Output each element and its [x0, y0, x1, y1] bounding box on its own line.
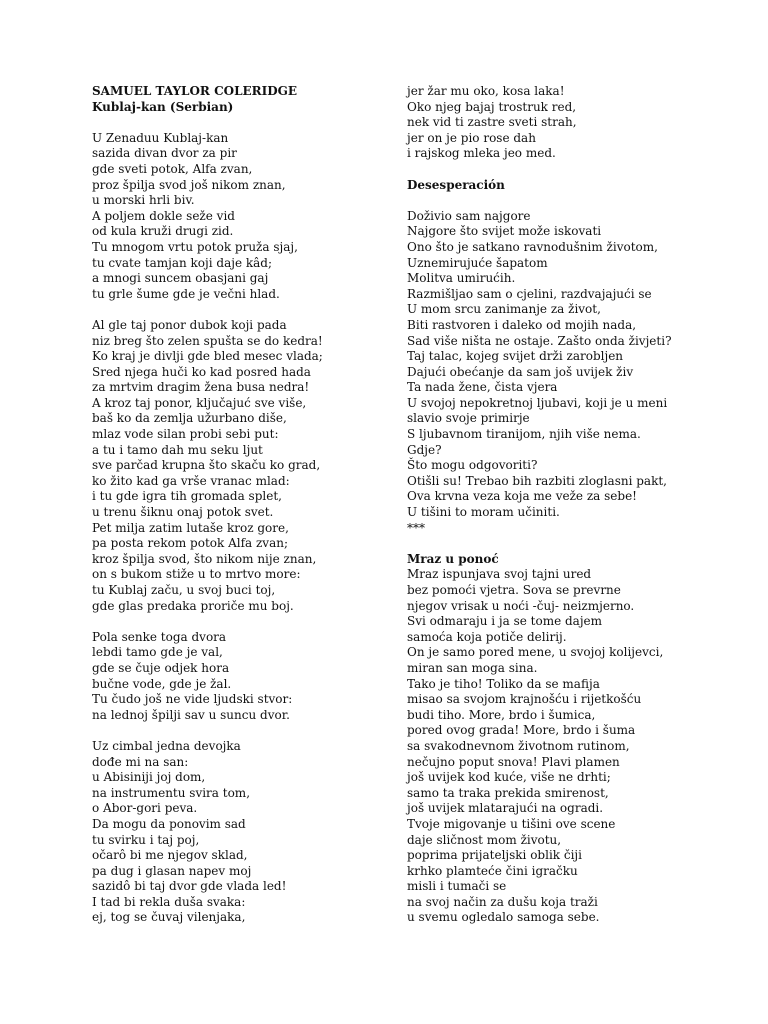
poem-line: on s bukom stiže u to mrtvo more: [92, 567, 301, 582]
poem-line: slavio svoje primirje [407, 411, 530, 426]
poem-line: pa posta rekom potok Alfa zvan; [92, 536, 289, 551]
poem-line: tu cvate tamjan koji daje kâd; [92, 255, 273, 270]
poem-line: nečujno poput snova! Plavi plamen [407, 754, 620, 769]
poem-line: sve parčad krupna što skaču ko grad, [92, 458, 321, 473]
poem-line: bez pomoći vjetra. Sova se prevrne [407, 583, 621, 597]
poem-line: u Abisiniji joj dom, [92, 770, 206, 785]
poem-line: sa svakodnevnom životnom rutinom, [407, 738, 630, 753]
poem-line: pored ovog grada! More, brdo i šuma [407, 723, 636, 738]
stanza-gap [407, 162, 707, 178]
poem-line: kroz špilja svod, što nikom nije znan, [92, 551, 317, 566]
poem-line: Al gle taj ponor dubok koji pada [92, 317, 287, 332]
poem-line: u morski hrli biv. [92, 193, 195, 208]
poem-line: dođe mi na san: [92, 754, 189, 769]
poem-line: Biti rastvoren i daleko od mojih nada, [407, 317, 637, 332]
poem-line: U Zenaduu Kublaj-kan [92, 130, 229, 145]
stanza-gap [407, 536, 707, 552]
poem-line: Svi odmaraju i ja se tome dajem [407, 614, 603, 629]
poem-line: S ljubavnom tiranijom, njih više nema. [407, 427, 641, 442]
poem-line: misli i tumači se [407, 879, 507, 894]
poem-line: a tu i tamo dah mu seku ljut [92, 442, 263, 457]
poem-line: jer on je pio rose dah [407, 130, 536, 145]
poem2-body [407, 209, 707, 536]
poem-body [92, 131, 372, 926]
poem-line: i rajskog mleka jeo med. [407, 146, 556, 161]
poem2-title: Desesperación [407, 177, 505, 192]
poem-line: a mnogi suncem obasjani gaj [92, 271, 269, 286]
poem-line: u trenu šiknu onaj potok svet. [92, 505, 274, 520]
poem-line: I tad bi rekla duša svaka: [92, 894, 246, 909]
right-column [407, 84, 707, 926]
poem-line: jer žar mu oko, kosa laka! [407, 84, 565, 98]
stanza-gap [407, 193, 707, 209]
poem-line: Najgore što svijet može iskovati [407, 224, 602, 239]
poem-line: tu grle šume gde je večni hlad. [92, 286, 280, 301]
stanza-gap [92, 723, 372, 739]
poem-line: još uvijek mlatarajući na ogradi. [407, 801, 604, 816]
poem-line: On je samo pored mene, u svojoj kolijevci, [407, 645, 664, 660]
stanza-gap [92, 115, 372, 131]
poem-line: A poljem dokle seže vid [92, 208, 235, 223]
poem-line: gde se čuje odjek hora [92, 660, 230, 675]
poem-line: i tu gde igra tih gromada splet, [92, 489, 282, 504]
poem-line: baš ko da zemlja užurbano diše, [92, 411, 287, 426]
stanza [92, 131, 372, 303]
poem-line: samoća koja potiče delirij. [407, 629, 567, 644]
poem-line: U tišini to moram učiniti. [407, 505, 560, 520]
poem-line: bučne vode, gde je žal. [92, 676, 232, 691]
poem-line: Molitva umirućih. [407, 271, 516, 286]
poem-line: Mraz ispunjava svoj tajni ured [407, 567, 592, 582]
poem-line: daje sličnost mom životu, [407, 832, 562, 847]
poem-line: sazida divan dvor za pir [92, 146, 237, 161]
poem-line: Oko njeg bajaj trostruk red, [407, 99, 577, 114]
poem-line: ej, tog se čuvaj vilenjaka, [92, 910, 246, 925]
poem-line: od kula kruži drugi zid. [92, 224, 234, 239]
poem-line: očarô bi me njegov sklad, [92, 848, 248, 863]
poem-line: za mrtvim dragim žena busa nedra! [92, 380, 310, 395]
left-column [92, 84, 372, 926]
stanza-gap [92, 302, 372, 318]
stanza [92, 630, 372, 724]
poem-line: proz špilja svod još nikom znan, [92, 177, 286, 192]
poem-title: Kublaj-kan (Serbian) [92, 99, 234, 114]
poem-line: još uvijek kod kuće, više ne drhti; [407, 770, 611, 785]
poem-line: Dajući obećanje da sam još uvijek živ [407, 364, 634, 379]
poem-line: misao sa svojom krajnošću i rijetkošću [407, 692, 642, 707]
poem-line: Ta nada žene, čista vjera [407, 380, 558, 395]
poem-continuation [407, 84, 707, 162]
poem-line: Pet milja zatim lutaše kroz gore, [92, 520, 289, 535]
poem-line: Tako je tiho! Toliko da se mafija [407, 676, 600, 691]
poem-line: miran san moga sina. [407, 660, 538, 675]
poem-line: sazidô bi taj dvor gde vlada led! [92, 879, 287, 894]
poem-line: gde glas predaka proriče mu boj. [92, 598, 294, 613]
poem-line: mlaz vode silan probi sebi put: [92, 427, 279, 442]
poem-line: Otišli su! Trebao bih razbiti zloglasni pakt, [407, 473, 667, 488]
poem-line: Razmišljao sam o cjelini, razdvajajući se [407, 286, 652, 301]
poem-line: tu svirku i taj poj, [92, 832, 200, 847]
poem-line: Tu čudo još ne vide ljudski stvor: [92, 692, 293, 707]
poem-line: u svemu ogledalo samoga sebe. [407, 910, 600, 925]
poem-line: Ko kraj je divlji gde bled mesec vlada; [92, 349, 323, 364]
poem-line: gde sveti potok, Alfa zvan, [92, 161, 253, 176]
poem-line: Pola senke toga dvora [92, 629, 227, 644]
poem-line: o Abor-gori peva. [92, 801, 198, 816]
poem-line: Doživio sam najgore [407, 208, 531, 223]
poem-line: samo ta traka prekida smirenost, [407, 785, 609, 800]
poem-line: nek vid ti zastre sveti strah, [407, 115, 577, 130]
poem-line: U svojoj nepokretnoj ljubavi, koji je u meni [407, 395, 668, 410]
poem-line: Sad više ništa ne ostaje. Zašto onda živjeti? [407, 333, 672, 348]
poem-line: poprima prijateljski oblik čiji [407, 848, 582, 863]
poem-line: Ova krvna veza koja me veže za sebe! [407, 489, 637, 504]
poem-line: budi tiho. More, brdo i šumica, [407, 707, 596, 722]
poem-line: Ono što je satkano ravnodušnim životom, [407, 239, 658, 254]
poem-line: Uz cimbal jedna devojka [92, 738, 241, 753]
poem-line: Tu mnogom vrtu potok pruža sjaj, [92, 239, 298, 254]
stanza-gap [92, 614, 372, 630]
poem-line: A kroz taj ponor, ključajuć sve više, [92, 395, 307, 410]
poem-line: Uznemirujuće šapatom [407, 255, 548, 270]
poem-line: Što mogu odgovoriti? [407, 458, 538, 473]
poem-line: Da mogu da ponovim sad [92, 816, 246, 831]
poem-line: U mom srcu zanimanje za život, [407, 302, 601, 317]
poem-author: SAMUEL TAYLOR COLERIDGE [92, 84, 298, 98]
poem-line: lebdi tamo gde je val, [92, 645, 223, 660]
poem-line: na instrumentu svira tom, [92, 785, 251, 800]
poem-line: na svoj način za dušu koja traži [407, 894, 598, 909]
poem-line: *** [407, 520, 425, 535]
poem-line: Taj talac, kojeg svijet drži zarobljen [407, 349, 624, 364]
poem-line: Gdje? [407, 442, 442, 457]
stanza [92, 739, 372, 926]
poem-line: ko žito kad ga vrše vranac mlad: [92, 473, 290, 488]
poem-line: niz breg što zelen spušta se do kedra! [92, 333, 323, 348]
poem-line: krhko plamteće čini igračku [407, 863, 578, 878]
stanza [92, 318, 372, 614]
poem-line: njegov vrisak u noći -čuj- neizmjerno. [407, 598, 635, 613]
poem3-body [407, 567, 707, 926]
poem-line: na lednoj špilji sav u suncu dvor. [92, 707, 290, 722]
poem-line: Tvoje migovanje u tišini ove scene [407, 816, 616, 831]
poem-line: Sred njega huči ko kad posred hada [92, 364, 311, 379]
poem3-title: Mraz u ponoć [407, 551, 499, 566]
poem-line: pa dug i glasan napev moj [92, 863, 252, 878]
poem-line: tu Kublaj začu, u svoj buci toj, [92, 583, 276, 597]
